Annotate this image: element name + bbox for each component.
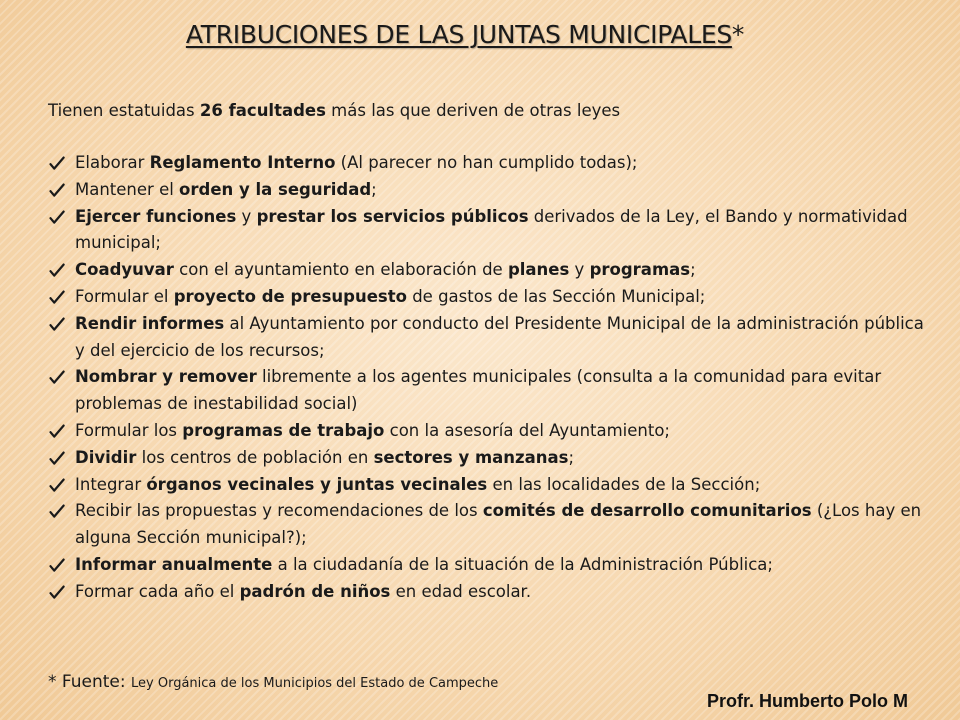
list-item-bold-text: prestar los servicios públicos [256, 206, 529, 226]
list-item [48, 177, 928, 204]
list-item-text: de gastos de las Sección Municipal; [406, 286, 706, 306]
author-credit: Profr. Humberto Polo M [707, 691, 909, 711]
checkmark-icon [49, 284, 67, 310]
checkmark-icon [49, 552, 67, 578]
list-item [48, 498, 928, 552]
checkmark-icon [49, 204, 67, 230]
list-item-text: los centros de población en [136, 447, 374, 467]
list-item-bold-text: órganos vecinales y juntas vecinales [146, 474, 488, 494]
list-item-bold-text: Dividir [75, 447, 137, 467]
checkmark-icon [49, 445, 67, 471]
list-item-text: Recibir las propuestas y recomendaciones de los [75, 501, 483, 521]
list-item-text: Elaborar [75, 153, 150, 172]
slide-title-main: ATRIBUCIONES DE LAS JUNTAS MUNICIPALES [185, 20, 732, 49]
source-footnote [48, 670, 748, 696]
checkmark-icon [49, 364, 67, 390]
list-item [48, 445, 928, 472]
list-item-text: (¿Los hay en alguna Sección municipal?); [75, 501, 922, 548]
checkmark-icon [49, 418, 67, 444]
list-item [48, 150, 928, 177]
list-item-text: ; [690, 260, 696, 280]
list-item [48, 472, 928, 499]
intro-part-a: Tienen estatuidas [48, 101, 200, 120]
list-item [48, 579, 928, 606]
list-item-text: con el ayuntamiento en elaboración de [173, 260, 508, 280]
list-item [48, 284, 928, 311]
list-item-text: libremente a los agentes municipales (consulta a la comunidad para evitar problemas de inestabilidad social) [75, 367, 882, 414]
checkmark-icon [49, 150, 67, 176]
list-item-text: al Ayuntamiento por conducto del Presidente Municipal de la administración pública y del ejercicio de los recursos; [75, 313, 924, 360]
list-item-bold-text: programas [589, 260, 691, 280]
list-item-text: Integrar [75, 474, 147, 494]
checkmark-icon [49, 579, 67, 605]
checkmark-icon [49, 177, 67, 203]
list-item-bold-text: proyecto de presupuesto [173, 286, 407, 306]
list-item [48, 257, 928, 284]
list-item-text: en las localidades de la Sección; [487, 474, 761, 494]
intro-part-c: más las que deriven de otras leyes [325, 101, 621, 120]
list-item-text: con la asesoría del Ayuntamiento; [384, 420, 670, 440]
list-item-text: Formular el [75, 286, 174, 306]
list-item-text: Mantener el [75, 179, 180, 199]
slide-title [0, 20, 930, 49]
intro-text [48, 100, 928, 122]
list-item [48, 418, 928, 445]
list-item [48, 204, 928, 258]
footnote-source: Ley Orgánica de los Municipios del Estado de Campeche [131, 676, 499, 691]
list-item-text: y [236, 206, 257, 226]
slide-title-asterisk: * [731, 20, 745, 49]
list-item-bold-text: Nombrar y remover [75, 367, 257, 387]
list-item-text: derivados de la Ley, el Bando y normatividad municipal; [75, 206, 908, 253]
checkmark-icon [49, 257, 67, 283]
list-item-text: y [569, 260, 590, 280]
footnote-prefix: * Fuente: [48, 672, 132, 692]
list-item-text: ; [568, 447, 575, 467]
list-item-bold-text: Coadyuvar [75, 260, 174, 280]
list-item-bold-text: planes [507, 260, 570, 280]
list-item-bold-text: Rendir informes [75, 313, 225, 333]
list-item-text: (Al parecer no han cumplido todas); [335, 153, 638, 172]
list-item-bold-text: Informar anualmente [75, 554, 273, 574]
list-item-text: a la ciudadanía de la situación de la Administración Pública; [272, 554, 773, 574]
list-item [48, 364, 928, 418]
list-item-bold-text: orden y la seguridad [179, 179, 372, 199]
list-item-bold-text: Reglamento Interno [149, 153, 336, 172]
checkmark-icon [49, 472, 67, 498]
list-item [48, 311, 928, 365]
list-item-bold-text: padrón de niños [239, 581, 391, 601]
checkmark-icon [49, 498, 67, 524]
list-item-text: Formular los [75, 420, 183, 440]
list-item [48, 552, 928, 579]
list-item-bold-text: comités de desarrollo comunitarios [482, 501, 812, 521]
list-item-bold-text: programas de trabajo [182, 420, 385, 440]
checkmark-icon [49, 311, 67, 337]
list-item-text: ; [371, 179, 377, 199]
attributions-list [48, 150, 928, 606]
intro-part-bold: 26 facultades [199, 101, 326, 120]
list-item-bold-text: Ejercer funciones [75, 206, 237, 226]
list-item-text: en edad escolar. [390, 581, 532, 601]
list-item-bold-text: sectores y manzanas [373, 447, 569, 467]
list-item-text: Formar cada año el [75, 581, 240, 601]
